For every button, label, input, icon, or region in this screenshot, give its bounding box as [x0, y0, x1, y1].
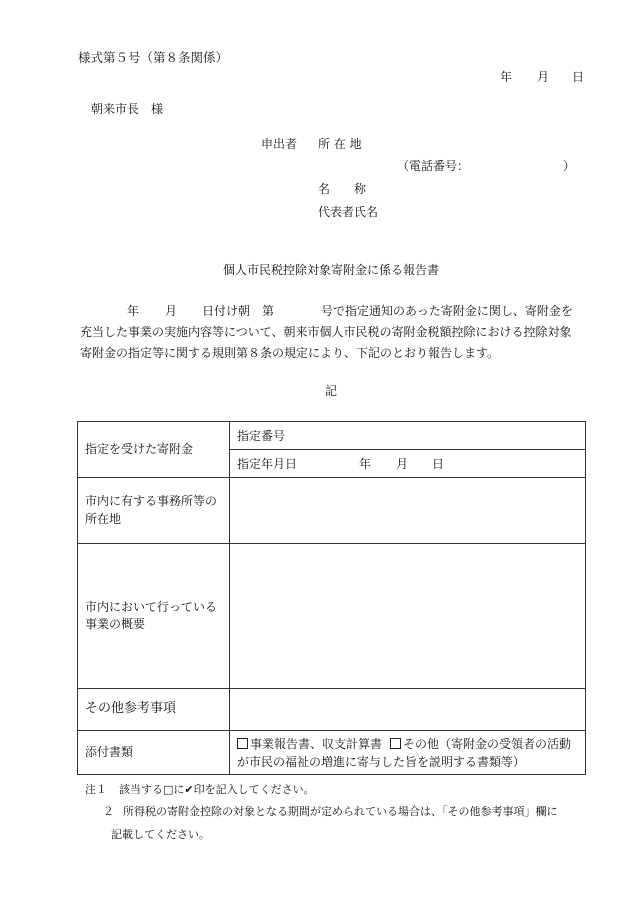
note2-text: 所得税の寄附金控除の対象となる期間が定められている場合は、「その他参考事項」欄に	[123, 805, 558, 818]
body-year: 年	[127, 304, 140, 318]
body-month: 月	[165, 304, 178, 318]
name-label: 名 称	[318, 182, 367, 196]
option-other: その他（寄附金の受領者の活動	[403, 736, 572, 751]
designation-date-cell[interactable]	[230, 450, 586, 478]
attachments-cell	[230, 731, 586, 775]
designation-date-year: 年	[359, 457, 372, 471]
body-line3: 寄附金の指定等に関する規則第８条の規定により、下記のとおり報告します。	[80, 346, 500, 360]
body-line2: 充当した事業の実施内容等について、朝来市個人市民税の寄附金税額控除における控除対象	[80, 325, 572, 339]
designation-number-cell[interactable]	[230, 422, 586, 450]
date-month: 月	[537, 70, 550, 84]
body-line1-rest: 号で指定通知のあった寄附金に関し、寄附金を	[321, 304, 573, 318]
checkbox-business-report[interactable]	[237, 738, 248, 749]
checkbox-other[interactable]	[390, 738, 401, 749]
designation-date-month: 月	[396, 457, 409, 471]
designation-date-label: 指定年月日	[237, 457, 298, 471]
designation-date-day: 日	[432, 457, 445, 471]
representative-label: 代表者氏名	[318, 205, 379, 219]
row-designated-donation-label: 指定を受けた寄附金	[78, 422, 230, 478]
option-business-report: 事業報告書、収支計算書	[250, 736, 383, 751]
note2-continued: 記載してください。	[111, 828, 210, 841]
office-location-cell[interactable]	[230, 478, 586, 544]
business-summary-cell[interactable]	[230, 544, 586, 689]
option-other-continued: が市民の福祉の増進に寄与した旨を説明する書類等）	[237, 754, 526, 769]
note1-text: 該当する□に✔印を記入してください。	[119, 783, 315, 796]
row-other-reference-label: その他参考事項	[78, 689, 230, 731]
row-office-location-label: 市内に有する事務所等の所在地	[78, 478, 230, 544]
document-title: 個人市民税控除対象寄附金に係る報告書	[223, 263, 440, 277]
addressee: 朝来市長 様	[91, 102, 164, 116]
address-label: 所 在 地	[318, 137, 362, 151]
row-attachments-label: 添付書類	[78, 731, 230, 775]
note1-number: 注１	[85, 783, 107, 796]
report-table	[77, 421, 586, 775]
applicant-label: 申出者	[261, 137, 298, 151]
row-business-summary-label: 市内において行っている事業の概要	[78, 544, 230, 689]
phone-close: ）	[563, 159, 576, 173]
designation-number-label: 指定番号	[237, 429, 286, 443]
ki-heading: 記	[325, 384, 338, 398]
form-number: 様式第５号（第８条関係）	[78, 50, 229, 65]
body-day-ref: 日付け朝 第	[202, 304, 275, 318]
other-reference-cell[interactable]	[230, 689, 586, 731]
note2-number: ２	[103, 805, 114, 818]
date-year: 年	[500, 70, 513, 84]
phone-open: （電話番号：	[397, 159, 470, 173]
date-day: 日	[572, 70, 585, 84]
